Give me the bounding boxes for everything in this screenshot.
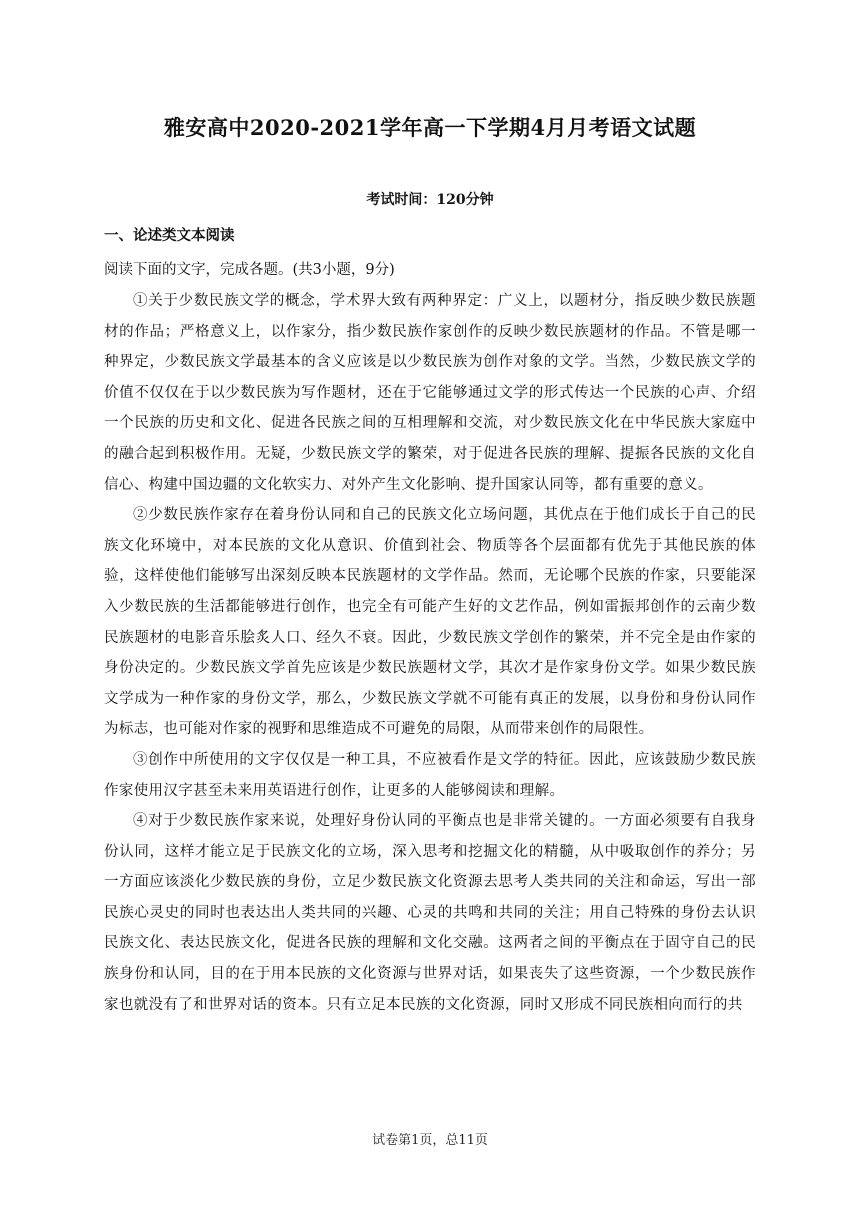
page-footer: 试卷第1页，总11页 bbox=[372, 1133, 488, 1148]
paragraph-4: ④对于少数民族作家来说，处理好身份认同的平衡点也是非常关键的。一方面必须要有自我身份认同，这样才能立足于民族文化的立场，深入思考和挖掘文化的精髓，从中吸取创作的养分；另一方面应该淡化少数民族的身份，立足少数民族文化资源去思考人类共同的关注和命运，写出一部民族心灵史的同时也表达出人类共同的兴趣、心灵的共鸣和共同的关注；用自己特殊的身份去认识民族文化、表达民族文化，促进各民族的理解和文化交融。这两者之间的平衡点在于固守自己的民族身份和认同，目的在于用本民族的文化资源与世界对话，如果丧失了这些资源，一个少数民族作家也就没有了和世界对话的资本。只有立足本民族的文化资源，同时又形成不同民族相向而行的共 bbox=[104, 813, 756, 1013]
paragraph-1: ①关于少数民族文学的概念，学术界大致有两种界定：广义上，以题材分，指反映少数民族题材的作品；严格意义上，以作家分，指少数民族作家创作的反映少数民族题材的作品。不管是哪一种界定，少数民族文学最基本的含义应该是以少数民族为创作对象的文学。当然，少数民族文学的价值不仅仅在于以少数民族为写作题材，还在于它能够通过文学的形式传达一个民族的心声、介绍一个民族的历史和文化、促进各民族之间的互相理解和交流，对少数民族文化在中华民族大家庭中的融合起到积极作用。无疑，少数民族文学的繁荣，对于促进各民族的理解、提振各民族的文化自信心、构建中国边疆的文化软实力、对外产生文化影响、提升国家认同等，都有重要的意义。 bbox=[104, 293, 756, 493]
instruction-text: 阅读下面的文字，完成各题。(共3小题，9分) bbox=[104, 262, 395, 278]
passage-body bbox=[104, 286, 756, 1020]
paragraph-3: ③创作中所使用的文字仅仅是一种工具，不应被看作是文学的特征。因此，应该鼓励少数民族作家使用汉字甚至未来用英语进行创作，让更多的人能够阅读和理解。 bbox=[104, 751, 756, 799]
section-heading: 一、论述类文本阅读 bbox=[104, 227, 235, 244]
document-title: 雅安高中2020-2021学年高一下学期4月月考语文试题 bbox=[163, 115, 697, 140]
paragraph-2: ②少数民族作家存在着身份认同和自己的民族文化立场问题，其优点在于他们成长于自己的民族文化环境中，对本民族的文化从意识、价值到社会、物质等各个层面都有优先于其他民族的体验，这样使他们能够写出深刻反映本民族题材的文学作品。然而，无论哪个民族的作家，只要能深入少数民族的生活都能够进行创作，也完全有可能产生好的文艺作品，例如雷振邦创作的云南少数民族题材的电影音乐脍炙人口、经久不衰。因此，少数民族文学创作的繁荣，并不完全是由作家的身份决定的。少数民族文学首先应该是少数民族题材文学，其次才是作家身份文学。如果少数民族文学成为一种作家的身份文学，那么，少数民族文学就不可能有真正的发展，以身份和身份认同作为标志，也可能对作家的视野和思维造成不可避免的局限，从而带来创作的局限性。 bbox=[104, 507, 756, 738]
exam-time: 考试时间：120分钟 bbox=[366, 192, 494, 208]
